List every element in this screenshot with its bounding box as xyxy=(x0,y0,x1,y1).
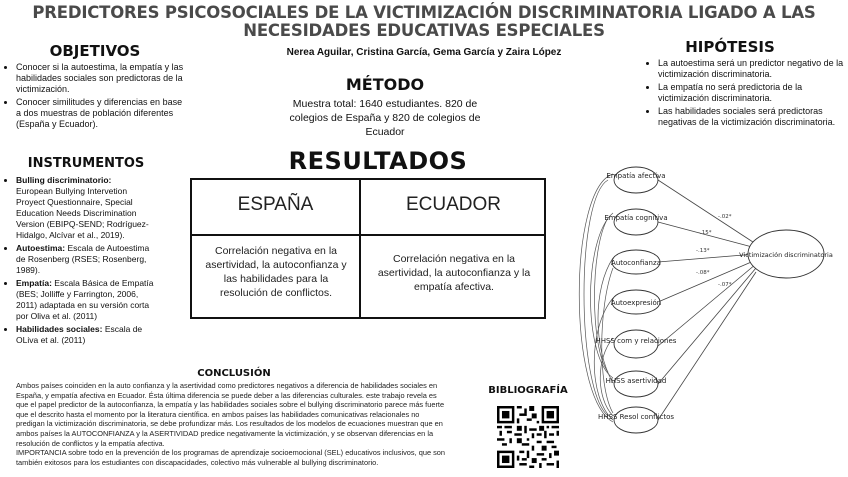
metodo-text: Muestra total: 1640 estudiantes. 820 de colegios de España y 820 de colegios de Ecuador xyxy=(289,98,481,138)
instrumento-label: Habilidades sociales: xyxy=(16,324,103,334)
diagram-target-node: Victimización discriminatoria xyxy=(739,251,833,259)
diagram-node: HHSS com y relaciones xyxy=(595,337,677,345)
path-label: -.13* xyxy=(696,248,710,254)
bibliografia-heading: BIBLIOGRAFÍA xyxy=(488,385,568,396)
path-label: -.07* xyxy=(718,282,732,288)
result-cell-espana: Correlación negativa en la asertividad, la autoconfianza y las habilidades para la resolución de conflictos. xyxy=(205,245,347,299)
hipotesis-item: • La autoestima será un predictor negativo de la victimización discriminatoria. xyxy=(658,58,846,80)
diagram-node: HHSS Resol conflictos xyxy=(597,413,675,421)
instrumento-text: Escala de Autoestima de Rosenberg (RSES; Rosenberg, 1989). xyxy=(16,243,150,275)
diagram-node: Empatía cognitiva xyxy=(604,214,668,222)
hipotesis-item: • La empatía no será predictoria de la victimización discriminatoria. xyxy=(658,82,846,104)
instrumento-item xyxy=(16,175,156,241)
conclusion-heading: CONCLUSIÓN xyxy=(197,368,271,379)
instrumento-item xyxy=(16,324,156,346)
instrumento-label: Autoestima: xyxy=(16,243,66,253)
instrumento-label: Bulling discriminatorio: xyxy=(16,175,112,185)
authors: Nerea Aguilar, Cristina García, Gema García y Zaira López xyxy=(286,47,562,58)
instrumento-item xyxy=(16,243,156,276)
path-label: -.08* xyxy=(696,270,710,276)
instrumento-label: Empatía: xyxy=(16,278,52,288)
objetivo-item: • Conocer similitudes y diferencias en base a dos muestras de población diferentes (España y Ecuador). xyxy=(16,97,184,130)
qr-code-icon[interactable] xyxy=(497,406,559,468)
instrumento-item xyxy=(16,278,156,322)
instrumentos-list xyxy=(4,175,156,348)
hipotesis-heading: HIPÓTESIS xyxy=(685,38,775,56)
instrumento-text: Escala Básica de Empatía (BES; Jolliffe y Farrington, 2006, 2011) adaptada en su versión corta por Oliva et al. (2011) xyxy=(16,278,154,321)
result-cell-ecuador: Correlación negativa en la asertividad, la autoconfianza y la empatía afectiva. xyxy=(377,253,531,293)
objetivos-list xyxy=(4,62,184,132)
diagram-node: HHSS asertividad xyxy=(605,377,667,385)
diagram-node: Empatía afectiva xyxy=(606,172,666,180)
diagram-node: Autoexpresión xyxy=(610,299,662,307)
column-header-ecuador: ECUADOR xyxy=(405,194,501,215)
column-header-espana: ESPAÑA xyxy=(237,194,314,215)
resultados-table xyxy=(190,178,546,319)
resultados-heading: RESULTADOS xyxy=(288,147,468,175)
poster-title: PREDICTORES PSICOSOCIALES DE LA VICTIMIZACIÓN DISCRIMINATORIA LIGADO A LAS NECESIDADES EDUCATIVAS ESPECIALES xyxy=(32,3,816,40)
hipotesis-list xyxy=(646,58,846,130)
path-label: -.15* xyxy=(698,230,712,236)
hipotesis-item: • Las habilidades sociales será predictoras negativas de la victimización discriminatoria. xyxy=(658,106,846,128)
objetivos-heading: OBJETIVOS xyxy=(49,42,141,60)
objetivo-item: • Conocer si la autoestima, la empatía y las habilidades sociales son predictoras de la victimización. xyxy=(16,62,184,95)
instrumentos-heading: INSTRUMENTOS xyxy=(27,156,145,171)
diagram-node: Autoconfianza xyxy=(611,259,661,267)
conclusion-text: Ambos países coinciden en la auto confianza y la asertividad como predictores negativos a diferencia de habilidades sociales en España, y empatía afectiva en Ecuador. Ésta última diferencia se puede deber a las diferencias culturales. este trabajo revela es que el papel predictor de la autoconfianza, la empatía y las habilidades sociales sobre el bullying discriminatorio parece más fuerte que el descrito hasta el momento por la literatura científica. en ambos países las habilidades comunicativas relacionales no predigan la victimización discriminatoria, se debe profundizar más. Los resultados de los modelos de ecuaciones muestran que en ambos países la AUTOCONFIANZA y la ASERTIVIDAD predice negativamente la victimización, y se observan diferencias en la resolución de conflictos y la empatía afectiva. IMPORTANCIA sobre todo en la prevención de los programas de aprendizaje socioemocional (SEL) educativos inclusivos, que son también exitosos para los estudiantes con discapacidades, colectivo más vulnerable al bullying discriminatorio. xyxy=(16,381,446,467)
metodo-heading: MÉTODO xyxy=(345,75,425,94)
table-divider xyxy=(192,234,544,236)
instrumento-text: European Bullying Intervetion Proyect Questionnaire, Special Education Needs Discrimination Version (EBIPQ-SEND; Rodríguez-Hidalgo, Alcívar et al., 2019). xyxy=(16,186,149,240)
path-diagram xyxy=(568,158,840,434)
instrumento-text: Escala de OLiva et al. (2011) xyxy=(16,324,143,345)
path-label: -.02* xyxy=(718,214,732,220)
